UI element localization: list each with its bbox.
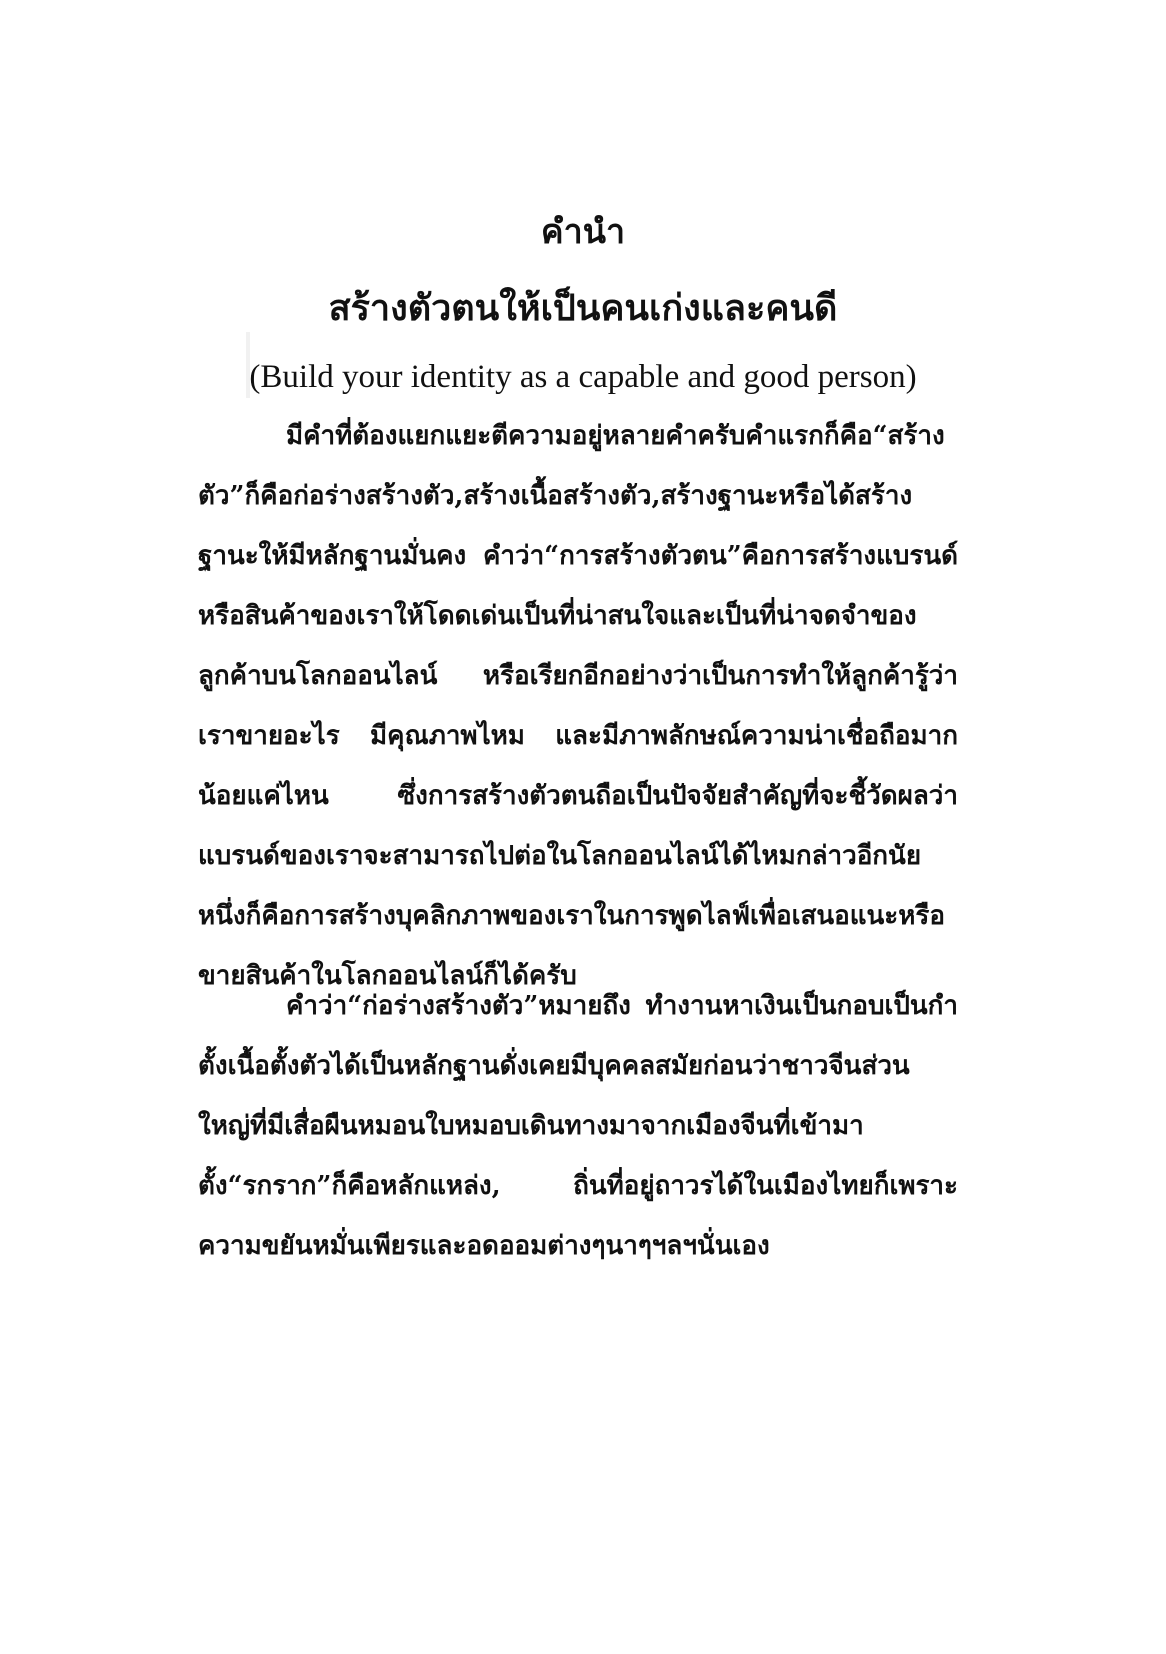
body-section-2 [198, 976, 958, 1276]
paragraph-1: มีคำที่ต้องแยกแยะตีความอยู่หลายคำครับคำแรกก็คือ“สร้างตัว”ก็คือก่อร่างสร้างตัว,สร้างเนื้อสร้างตัว,สร้างฐานะหรือได้สร้างฐานะให้มีหลักฐานมั่นคง คำว่า“การสร้างตัวตน”คือการสร้างแบรนด์หรือสินค้าของเราให้โดดเด่นเป็นที่น่าสนใจและเป็นที่น่าจดจำของลูกค้าบนโลกออนไลน์ หรือเรียกอีกอย่างว่าเป็นการทำให้ลูกค้ารู้ว่าเราขายอะไร มีคุณภาพไหม และมีภาพลักษณ์ความน่าเชื่อถือมากน้อยแค่ไหน ซึ่งการสร้างตัวตนถือเป็นปัจจัยสำคัญที่จะชี้วัดผลว่าแบรนด์ของเราจะสามารถไปต่อในโลกออนไลน์ได้ไหมกล่าวอีกนัยหนึ่งก็คือการสร้างบุคลิกภาพของเราในการพูดไลฟ์เพื่อเสนอแนะหรือขายสินค้าในโลกออนไลน์ก็ได้ครับ [198, 421, 958, 991]
english-subtitle: (Build your identity as a capable and good person) [249, 359, 917, 395]
preface-title: คำนำ [540, 212, 626, 252]
paragraph-2: คำว่า“ก่อร่างสร้างตัว”หมายถึง ทำงานหาเงินเป็นกอบเป็นกำตั้งเนื้อตั้งตัวได้เป็นหลักฐานดั่งเคยมีบุคคลสมัยก่อนว่าชาวจีนส่วนใหญ่ที่มีเสื่อผืนหมอนใบหมอบเดินทางมาจากเมืองจีนที่เข้ามาตั้ง“รกราก”ก็คือหลักแหล่ง, ถิ่นที่อยู่ถาวรได้ในเมืองไทยก็เพราะความขยันหมั่นเพียรและอดออมต่างๆนาๆฯลฯนั่นเอง [198, 991, 958, 1261]
main-title: สร้างตัวตนให้เป็นคนเก่งและคนดี [328, 287, 838, 329]
body-section-1 [198, 406, 958, 1006]
